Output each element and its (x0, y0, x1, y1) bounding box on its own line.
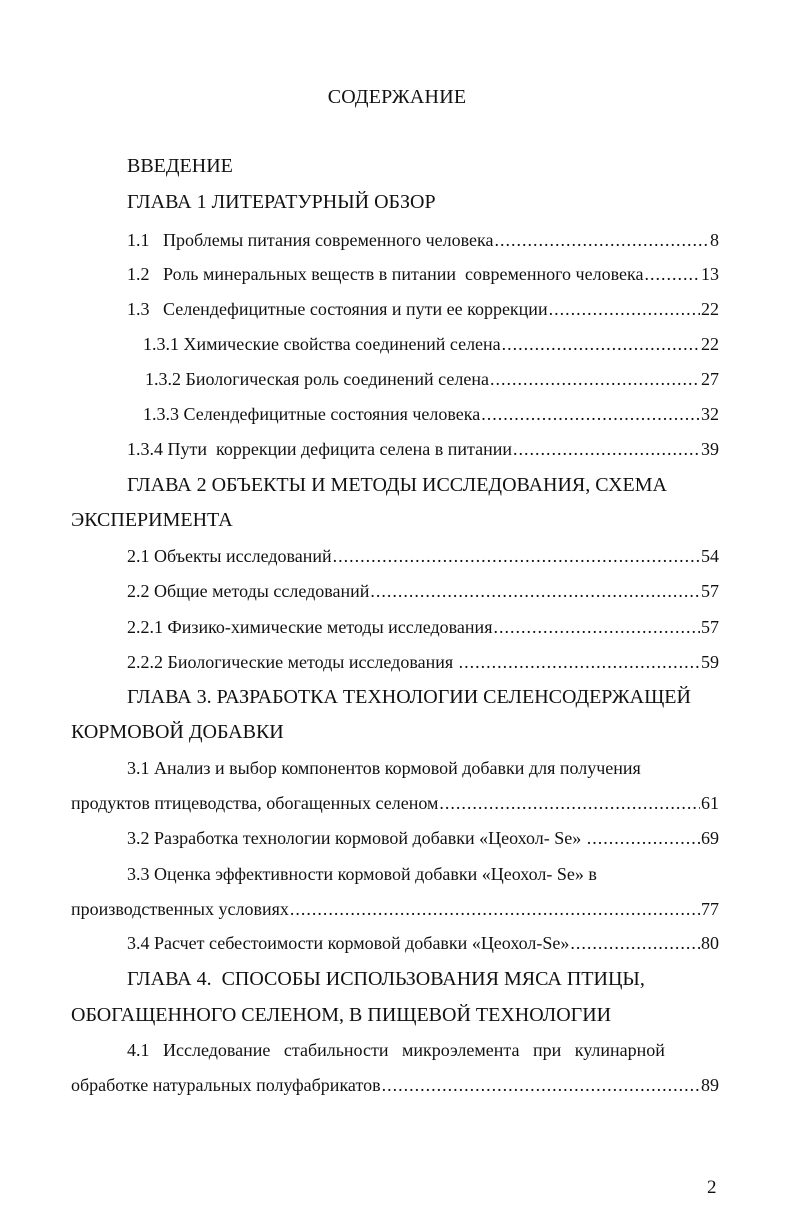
toc-entry-3-1-line2: продуктов птицеводства, обогащенных селеном ..... 61 (71, 793, 719, 814)
chapter4-heading-line2: ОБОГАЩЕННОГО СЕЛЕНОМ, В ПИЩЕВОЙ ТЕХНОЛОГИИ (71, 1004, 612, 1026)
leader-dots (290, 899, 700, 920)
leader-dots (493, 617, 700, 638)
toc-entry-4-1-line1: 4.1 Исследование стабильности микроэлемента при кулинарной (127, 1040, 665, 1060)
leader-dots (494, 230, 709, 251)
toc-entry-1-1: 1.1 Проблемы питания современного человека ..... 8 (127, 230, 719, 251)
leader-dots (370, 581, 700, 602)
leader-dots (490, 369, 700, 390)
toc-entry-1-2: 1.2 Роль минеральных веществ в питании современного человека ..... 13 (127, 264, 719, 285)
toc-entry-1-3-1: 1.3.1 Химические свойства соединений селена ..... 22 (143, 334, 719, 355)
toc-entry-1-3-4: 1.3.4 Пути коррекции дефицита селена в питании ..... 39 (127, 439, 719, 460)
toc-entry-1-3-3: 1.3.3 Селендефицитные состояния человека ..... 32 (143, 404, 719, 425)
leader-dots (481, 404, 700, 425)
leader-dots (644, 264, 700, 285)
leader-dots (333, 546, 700, 567)
toc-entry-3-3-line2: производственных условиях ..... 77 (71, 899, 719, 920)
chapter3-heading-line1: ГЛАВА 3. РАЗРАБОТКА ТЕХНОЛОГИИ СЕЛЕНСОДЕРЖАЩЕЙ (127, 686, 691, 708)
toc-entry-2-2-1: 2.2.1 Физико-химические методы исследования ..... 57 (127, 617, 719, 638)
toc-entry-1-3-2: 1.3.2 Биологическая роль соединений селена ..... 27 (145, 369, 719, 390)
leader-dots (502, 334, 700, 355)
toc-entry-1-3: 1.3 Селендефицитные состояния и пути ее коррекции ..... 22 (127, 299, 719, 320)
toc-entry-3-4: 3.4 Расчет себестоимости кормовой добавки «Цеохол-Se» ..... 80 (127, 933, 719, 954)
toc-entry-2-2-2: 2.2.2 Биологические методы исследования ..... 59 (127, 652, 719, 673)
leader-dots (549, 299, 700, 320)
toc-entry-3-1-line1: 3.1 Анализ и выбор компонентов кормовой добавки для получения (127, 758, 641, 778)
page-title: СОДЕРЖАНИЕ (327, 86, 467, 108)
leader-dots (382, 1075, 700, 1096)
leader-dots (439, 793, 700, 814)
chapter2-heading-line1: ГЛАВА 2 ОБЪЕКТЫ И МЕТОДЫ ИССЛЕДОВАНИЯ, СХЕМА (127, 474, 667, 496)
toc-entry-3-3-line1: 3.3 Оценка эффективности кормовой добавки «Цеохол- Se» в (127, 864, 597, 884)
intro-heading: ВВЕДЕНИЕ (127, 155, 233, 177)
toc-entry-2-1: 2.1 Объекты исследований ..... 54 (127, 546, 719, 567)
page-number: 2 (707, 1177, 717, 1198)
toc-entry-3-2: 3.2 Разработка технологии кормовой добавки «Цеохол- Se» ..... 69 (127, 828, 719, 849)
chapter4-heading-line1: ГЛАВА 4. СПОСОБЫ ИСПОЛЬЗОВАНИЯ МЯСА ПТИЦЫ, (127, 968, 645, 990)
chapter2-heading-line2: ЭКСПЕРИМЕНТА (71, 509, 233, 531)
chapter3-heading-line2: КОРМОВОЙ ДОБАВКИ (71, 721, 284, 743)
leader-dots (513, 439, 700, 460)
toc-entry-2-2: 2.2 Общие методы сследований ..... 57 (127, 581, 719, 602)
leader-dots (587, 828, 700, 849)
chapter1-heading: ГЛАВА 1 ЛИТЕРАТУРНЫЙ ОБЗОР (127, 191, 436, 213)
leader-dots (570, 933, 700, 954)
leader-dots (459, 652, 700, 673)
toc-entry-4-1-line2: обработке натуральных полуфабрикатов ..... 89 (71, 1075, 719, 1096)
